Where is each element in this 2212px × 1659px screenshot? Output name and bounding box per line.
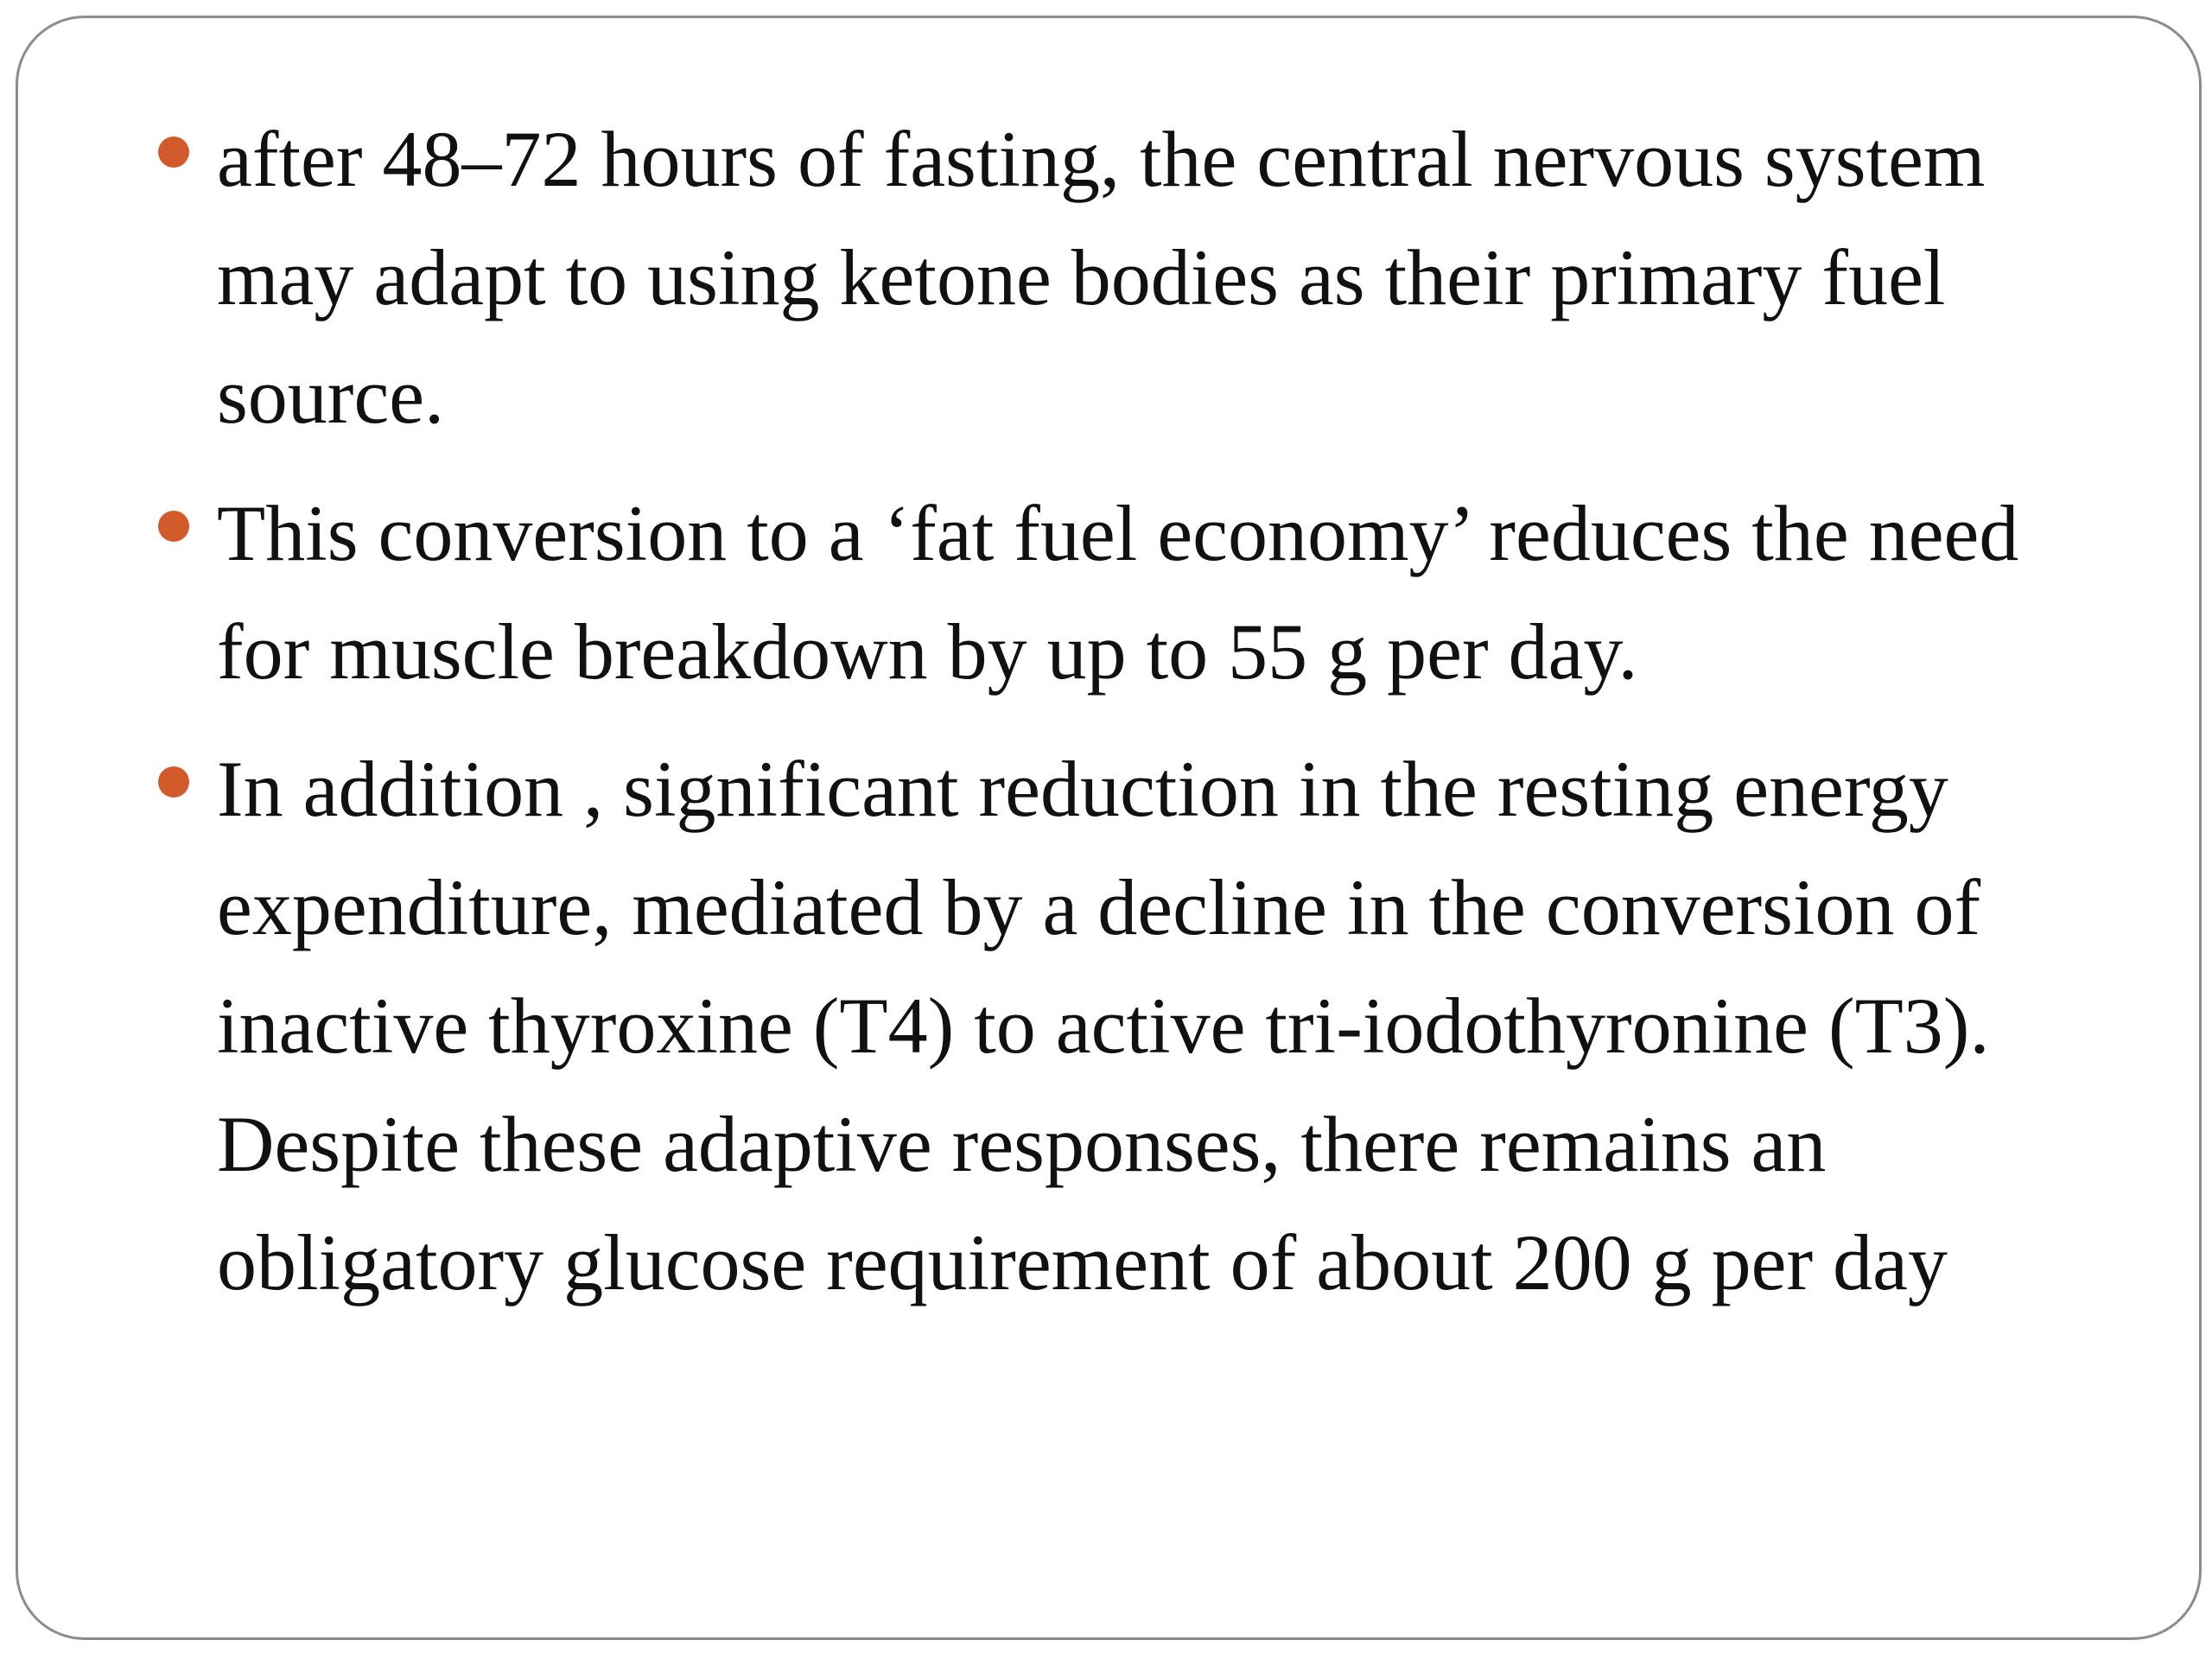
bullet-item-fat-fuel-economy — [217, 474, 2075, 711]
bullet-dot-icon — [158, 511, 189, 542]
bullet-dot-icon — [158, 766, 189, 798]
bullet-item-energy-expenditure — [217, 730, 2075, 1322]
bullet-dot-icon — [158, 137, 189, 168]
slide-frame — [16, 16, 2202, 1640]
bullet-list — [217, 100, 2075, 1341]
bullet-text: after 48–72 hours of fasting, the central nervous system may adapt to using ketone bodies as their primary fuel source. — [217, 115, 1986, 440]
bullet-item-fasting-adaptation — [217, 100, 2075, 455]
bullet-text: In addition , significant reduction in the resting energy expenditure, mediated by a decline in the conversion of inactive thyroxine (T4) to active tri-iodothyronine (T3). Despite these adaptive responses, there remains an obligatory glucose requirement of about 200 g per day — [217, 745, 1990, 1306]
bullet-text: This conversion to a ‘fat fuel economy’ reduces the need for muscle breakdown by up to 55 g per day. — [217, 489, 2019, 696]
